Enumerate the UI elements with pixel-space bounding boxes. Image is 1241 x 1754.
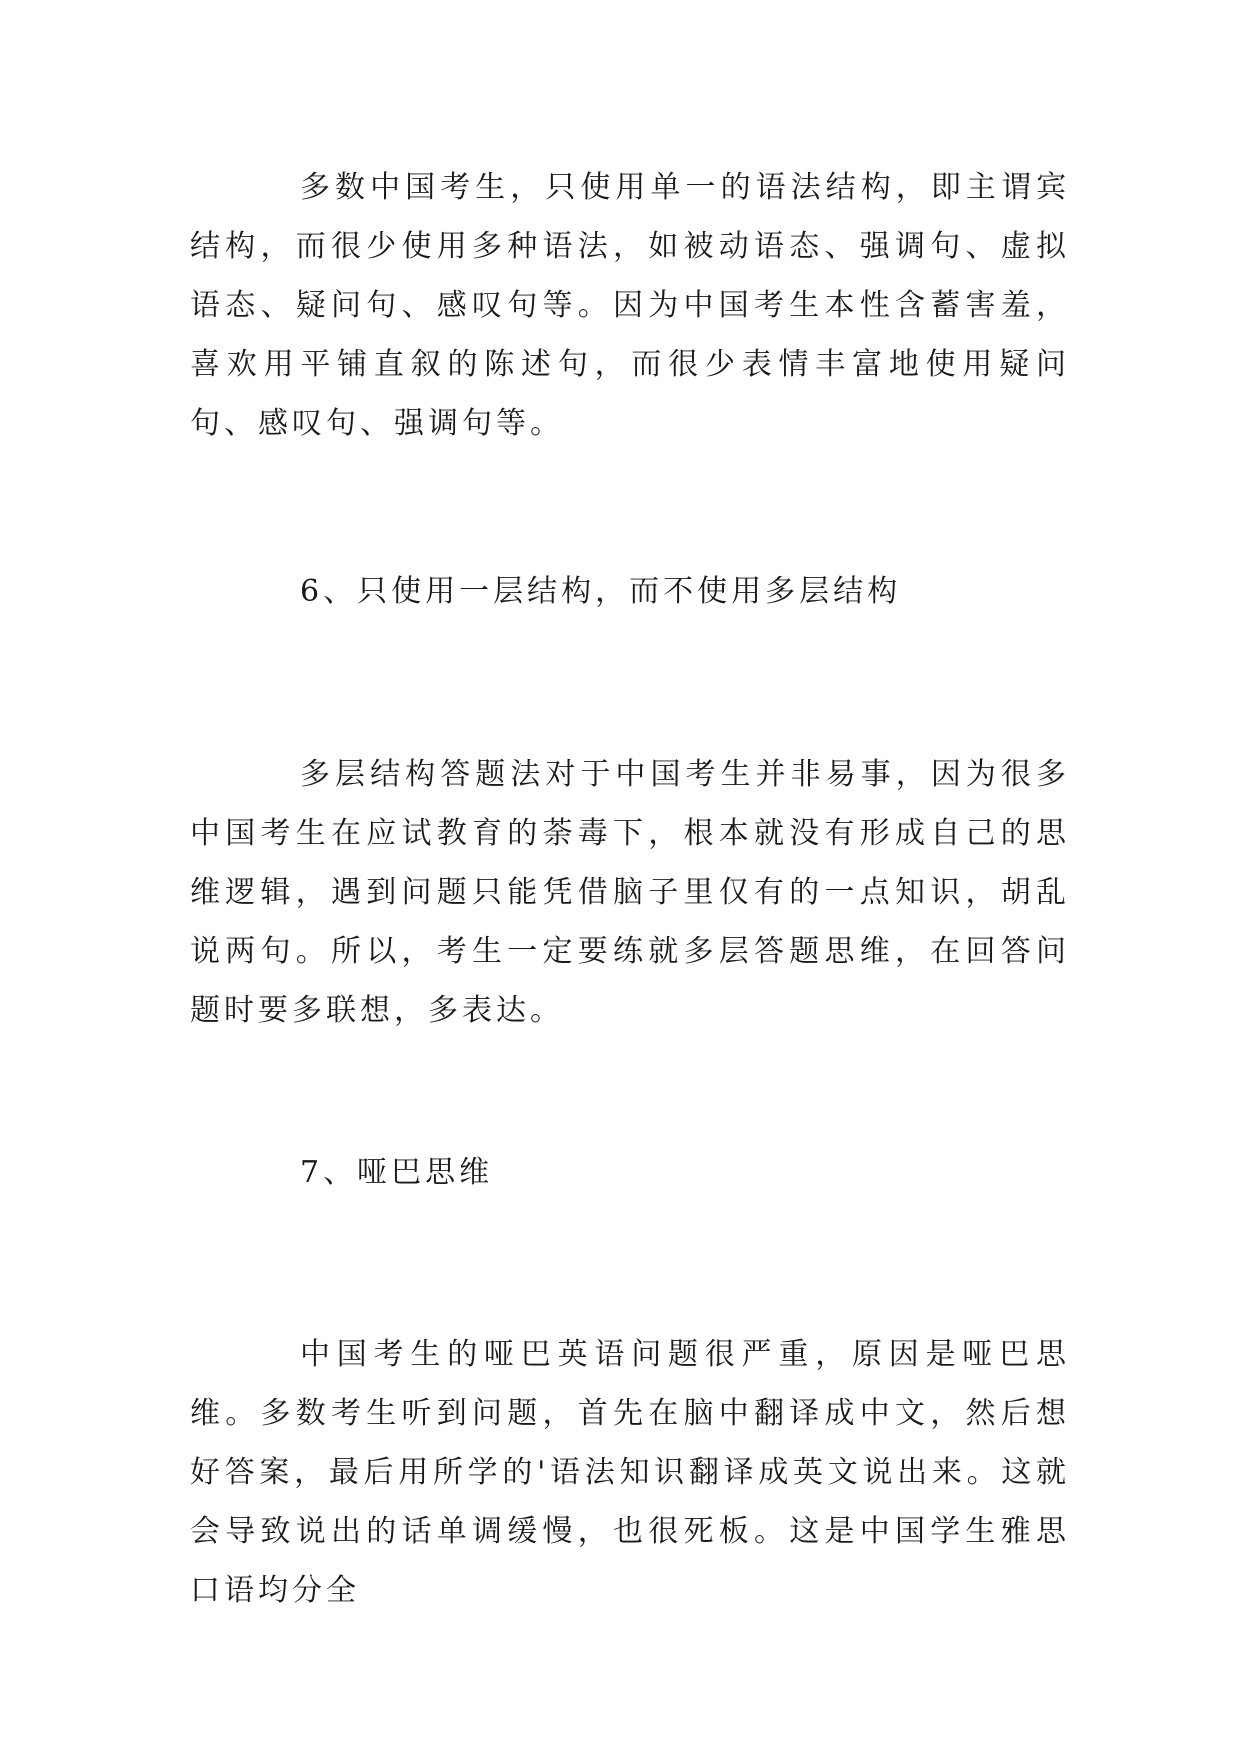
paragraph-multilayer-structure: 多层结构答题法对于中国考生并非易事，因为很多中国考生在应试教育的荼毒下，根本就没有形成自己的思维逻辑，遇到问题只能凭借脑子里仅有的一点知识，胡乱说两句。所以，考生一定要练就多层答题思维，在回答问题时要多联想，多表达。 <box>190 757 1070 1028</box>
section-heading-6: 6、只使用一层结构，而不使用多层结构 <box>300 574 902 609</box>
paragraph-grammar-structure: 多数中国考生，只使用单一的语法结构，即主谓宾结构，而很少使用多种语法，如被动语态、强调句、虚拟语态、疑问句、感叹句等。因为中国考生本性含蓄害羞，喜欢用平铺直叙的陈述句，而很少表情丰富地使用疑问句、感叹句、强调句等。 <box>190 170 1070 441</box>
section-heading-7: 7、哑巴思维 <box>300 1155 494 1190</box>
paragraph-mute-thinking: 中国考生的哑巴英语问题很严重，原因是哑巴思维。多数考生听到问题，首先在脑中翻译成中文，然后想好答案，最后用所学的'语法知识翻译成英文说出来。这就会导致说出的话单调缓慢，也很死板。这是中国学生雅思口语均分全 <box>190 1337 1070 1608</box>
